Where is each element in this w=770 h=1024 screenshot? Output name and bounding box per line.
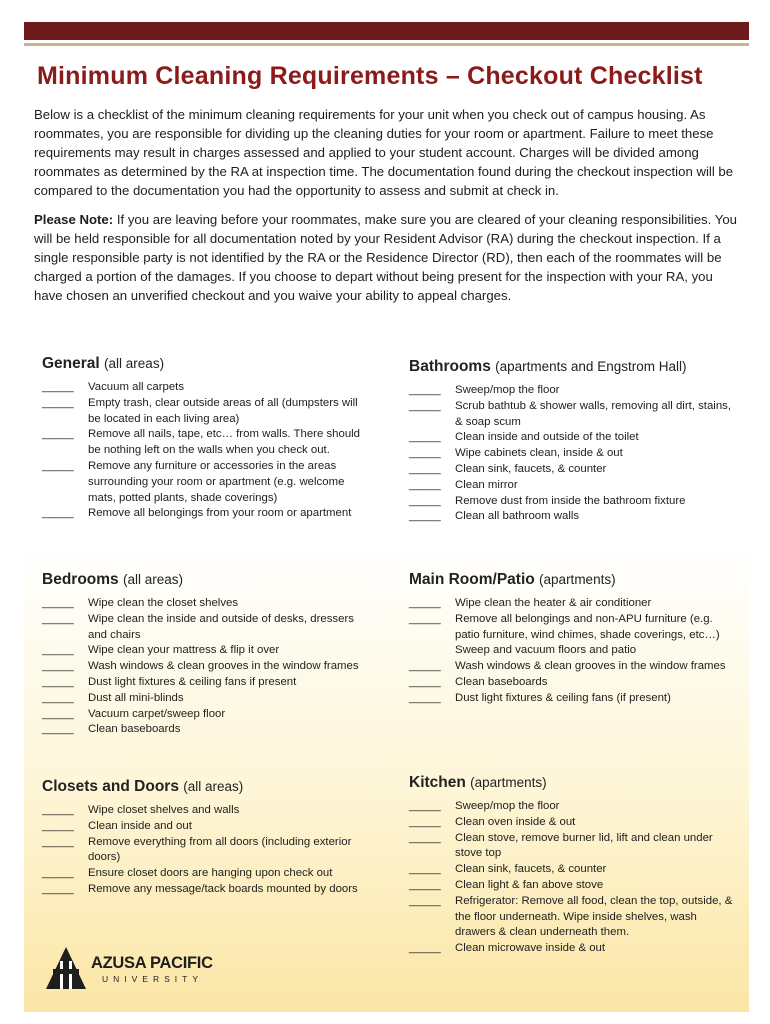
section-subtitle: (apartments): [539, 572, 616, 587]
checklist-item-text: Wash windows & clean grooves in the window frames: [88, 660, 359, 673]
checkbox-blank[interactable]: _____: [42, 819, 74, 832]
checklist-item-text: Sweep/mop the floor: [455, 384, 560, 396]
checklist-item-text: Wipe clean the heater & air conditioner: [455, 597, 652, 609]
checklist-item: [42, 722, 372, 738]
checklist-item-text: Remove any message/tack boards mounted by doors: [88, 882, 358, 895]
checklist-item: [409, 509, 739, 525]
checkbox-blank[interactable]: _____: [409, 462, 441, 475]
checklist-item-text: Clean baseboards: [88, 723, 181, 736]
checklist-item-text: Clean mirror: [455, 478, 518, 491]
checklist-item: [409, 831, 739, 863]
checkbox-blank[interactable]: _____: [42, 804, 74, 816]
checklist-item-text: Wipe clean the inside and outside of desks, dressers and chairs: [88, 612, 354, 641]
checklist-item-text: Dust light fixtures & ceiling fans (if present): [455, 691, 671, 704]
note-text: If you are leaving before your roommates, make sure you are cleared of your cleaning responsibilities. You will be held responsible for all documentation noted by your Resident Advisor (RA) during the checkout inspection. If a single responsible party is not identified by the RA or the Residence Director (RD), then each of the roommates will be charged a portion of the damages. If you choose to depart without being present for the inspection with your RA, you have chosen an unverified checkout and you waive your ability to appeal charges.: [34, 212, 737, 303]
checklist-item-text: Refrigerator: Remove all food, clean the top, outside, & the floor underneath. Wipe inside shelves, wash drawers & clean underneath them.: [455, 894, 733, 939]
checkbox-blank[interactable]: _____: [409, 597, 441, 609]
checklist-item: [42, 380, 372, 396]
checklist-item-text: Ensure closet doors are hanging upon check out: [88, 867, 333, 880]
section-bedrooms: [42, 571, 372, 738]
checklist-item-text: Clean stove, remove burner lid, lift and clean under stove top: [455, 831, 713, 860]
section-title-main: General: [42, 355, 100, 372]
top-banner: [24, 22, 749, 40]
checkbox-blank[interactable]: _____: [409, 894, 441, 907]
checklist-item-text: Remove everything from all doors (including exterior doors): [88, 835, 352, 864]
section-subtitle: (apartments): [470, 775, 547, 790]
checklist-item-text: Vacuum carpet/sweep floor: [88, 707, 226, 720]
checklist-item-text: Clean light & fan above stove: [455, 878, 604, 891]
checklist: [42, 380, 372, 522]
checklist-item: [409, 462, 739, 478]
checklist-item-text: Dust all mini-blinds: [88, 691, 184, 704]
checklist-item: [409, 596, 739, 612]
checklist-item: [42, 819, 372, 835]
checkbox-blank[interactable]: _____: [42, 396, 74, 409]
section-bathrooms: [409, 358, 739, 525]
checklist-item: [42, 707, 372, 723]
checkbox-blank[interactable]: _____: [42, 428, 74, 441]
checkbox-blank[interactable]: _____: [42, 381, 74, 393]
checklist-item: [409, 383, 739, 399]
checklist-item-text: Dust light fixtures & ceiling fans if present: [88, 675, 297, 688]
section-title-main: Kitchen: [409, 774, 466, 791]
checklist-item-text: Clean microwave inside & out: [455, 942, 606, 955]
checklist-item: [409, 691, 739, 707]
section-title-main: Main Room/Patio: [409, 571, 535, 588]
checklist-item-text: Clean sink, faucets, & counter: [455, 863, 607, 876]
checklist-item: [409, 675, 739, 691]
checklist-item: [409, 399, 739, 431]
checklist-item: [42, 659, 372, 675]
section-subtitle: (all areas): [183, 779, 244, 794]
checklist-item-text: Sweep/mop the floor: [455, 800, 560, 812]
checkbox-blank[interactable]: _____: [409, 478, 441, 491]
checklist-item-text: Remove all belongings from your room or apartment: [88, 507, 352, 520]
section-main-room: [409, 571, 739, 707]
checkbox-blank[interactable]: _____: [42, 675, 74, 688]
checklist-item: [409, 799, 739, 815]
checklist-item-text: Remove dust from inside the bathroom fixture: [455, 494, 686, 507]
checkbox-blank[interactable]: _____: [409, 384, 441, 396]
logo-mark-icon: [46, 947, 86, 989]
checkbox-blank[interactable]: _____: [409, 494, 441, 507]
checkbox-blank[interactable]: _____: [42, 691, 74, 704]
checkbox-blank[interactable]: _____: [409, 691, 441, 704]
checklist-item: [42, 396, 372, 428]
checklist-page: [24, 22, 749, 1012]
checklist-item: [42, 643, 372, 659]
checklist-item: [409, 894, 739, 941]
section-subtitle: (all areas): [122, 572, 183, 587]
checklist-item: [409, 878, 739, 894]
checkbox-blank[interactable]: _____: [42, 882, 74, 895]
checklist-item: [409, 430, 739, 446]
checklist-item-text: Wash windows & clean grooves in the window frames: [455, 660, 726, 673]
section-title: [42, 571, 372, 589]
checklist: [42, 596, 372, 738]
checklist-item-text: Wipe clean the closet shelves: [88, 597, 239, 609]
section-title-main: Closets and Doors: [42, 778, 179, 795]
section-title: [42, 778, 372, 796]
section-subtitle: (all areas): [104, 356, 165, 371]
checkbox-blank[interactable]: _____: [42, 867, 74, 880]
top-rule: [24, 43, 749, 46]
checkbox-blank[interactable]: _____: [409, 942, 441, 955]
checkbox-blank[interactable]: _____: [42, 660, 74, 673]
note-paragraph: [34, 210, 739, 305]
checklist-item-text: Clean inside and out: [88, 819, 192, 832]
checkbox-blank[interactable]: _____: [42, 644, 74, 657]
checklist-item-text: Wipe clean your mattress & flip it over: [88, 644, 280, 657]
checklist-item: [42, 459, 372, 506]
checkbox-blank[interactable]: _____: [42, 597, 74, 609]
section-closets: [42, 778, 372, 898]
checklist-item: [42, 691, 372, 707]
logo-tagline: UNIVERSITY: [102, 974, 204, 984]
checklist: [409, 596, 739, 707]
checklist-item-text: Scrub bathtub & shower walls, removing all dirt, stains, & soap scum: [455, 399, 732, 428]
checklist-item: [42, 612, 372, 644]
checkbox-blank[interactable]: _____: [42, 835, 74, 848]
checkbox-blank[interactable]: _____: [409, 399, 441, 412]
university-logo: [46, 947, 221, 991]
checklist-item-text: Wipe closet shelves and walls: [88, 804, 240, 816]
checklist-item-text: Clean sink, faucets, & counter: [455, 462, 607, 475]
checkbox-blank[interactable]: _____: [42, 723, 74, 736]
checklist-item: [42, 866, 372, 882]
checklist-item: [409, 941, 739, 957]
section-kitchen: [409, 774, 739, 957]
checkbox-blank[interactable]: _____: [409, 831, 441, 844]
page-title: Minimum Cleaning Requirements – Checkout Checklist: [37, 62, 703, 90]
logo-name: AZUSA PACIFIC: [91, 954, 213, 972]
checklist-item: [42, 427, 372, 459]
section-title: [42, 355, 372, 373]
checkbox-blank[interactable]: _____: [42, 459, 74, 472]
checklist-item-text: Remove all nails, tape, etc… from walls. There should be nothing left on the walls when you check out.: [88, 428, 361, 457]
checklist-item: [409, 494, 739, 510]
checkbox-blank[interactable]: _____: [409, 863, 441, 876]
section-title: [409, 774, 739, 792]
checkbox-blank[interactable]: _____: [409, 510, 441, 523]
section-general: [42, 355, 372, 522]
checklist-item: [409, 478, 739, 494]
section-title-main: Bedrooms: [42, 571, 119, 588]
checkbox-blank[interactable]: _____: [409, 800, 441, 812]
checklist-item-text: Empty trash, clear outside areas of all (dumpsters will be located in each living area): [88, 396, 358, 425]
checklist-item-text: Wipe cabinets clean, inside & out: [455, 447, 623, 460]
checkbox-blank[interactable]: _____: [409, 815, 441, 828]
checklist-item: [42, 835, 372, 867]
checkbox-blank[interactable]: _____: [409, 431, 441, 444]
checklist-item: [409, 612, 739, 644]
checklist-item-text: Vacuum all carpets: [88, 381, 185, 393]
checkbox-blank[interactable]: _____: [42, 507, 74, 520]
checkbox-blank[interactable]: _____: [409, 447, 441, 460]
section-title: [409, 571, 739, 589]
checklist-item: [409, 862, 739, 878]
intro-paragraph: Below is a checklist of the minimum cleaning requirements for your unit when you check out of campus housing. As roommates, you are responsible for dividing up the cleaning duties for your room or apartment. Failure to meet these requirements may result in charges assessed and applied to your student account. Charges will be divided among roommates as determined by the RA at inspection time. The documentation found during the checkout inspection will be compared to the documentation you had the opportunity to assess and submit at check in.: [34, 107, 734, 198]
checklist-item-text: Sweep and vacuum floors and patio: [455, 644, 637, 657]
checklist-item-text: Remove all belongings and non-APU furniture (e.g. patio furniture, wind chimes, shade coverings, etc…): [455, 612, 720, 641]
checkbox-blank[interactable]: _____: [42, 707, 74, 720]
checklist: [42, 803, 372, 898]
checklist-item-text: Clean inside and outside of the toilet: [455, 431, 639, 444]
checkbox-blank[interactable]: _____: [409, 612, 441, 625]
section-title-main: Bathrooms: [409, 358, 491, 375]
checklist-item: [409, 659, 739, 675]
checklist-item: [42, 882, 372, 898]
checkbox-blank[interactable]: _____: [409, 660, 441, 673]
checklist-item: [409, 643, 739, 659]
checklist: [409, 799, 739, 957]
note-label: Please Note:: [34, 212, 114, 227]
checklist-item: [42, 803, 372, 819]
checkbox-blank[interactable]: _____: [409, 878, 441, 891]
checkbox-blank[interactable]: _____: [409, 675, 441, 688]
checklist-item: [42, 596, 372, 612]
checkbox-blank[interactable]: _____: [42, 612, 74, 625]
checklist-item: [409, 815, 739, 831]
checklist-item-text: Clean baseboards: [455, 675, 548, 688]
section-title: [409, 358, 739, 376]
checklist-item: [42, 506, 372, 522]
checklist-item-text: Remove any furniture or accessories in the areas surrounding your room or apartment (e.g. welcome mats, potted plants, shade coverings): [88, 459, 345, 504]
checklist-item-text: Clean oven inside & out: [455, 815, 576, 828]
checklist: [409, 383, 739, 525]
checklist-item: [42, 675, 372, 691]
checklist-item: [409, 446, 739, 462]
checklist-item-text: Clean all bathroom walls: [455, 510, 580, 523]
section-subtitle: (apartments and Engstrom Hall): [495, 359, 687, 374]
